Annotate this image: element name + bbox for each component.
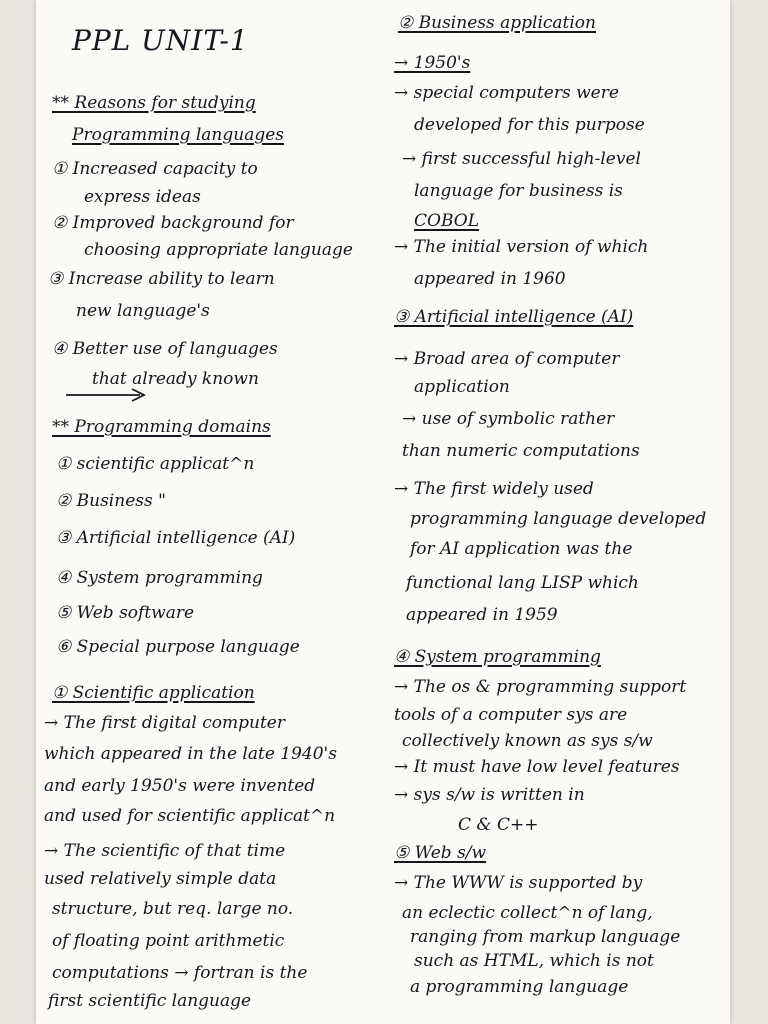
left-note-line: which appeared in the late 1940's <box>44 744 337 764</box>
right-note-line: COBOL <box>414 211 479 231</box>
left-note-line: and early 1950's were invented <box>44 776 316 796</box>
left-note-line: of floating point arithmetic <box>52 931 285 951</box>
left-note-line: ④ System programming <box>56 568 263 588</box>
right-note-line: → first successful high-level <box>402 149 641 169</box>
right-note-line: → use of symbolic rather <box>402 409 615 429</box>
right-note-line: → It must have low level features <box>394 757 680 777</box>
right-note-line: collectively known as sys s/w <box>402 731 653 751</box>
right-note-line: ④ System programming <box>394 647 601 667</box>
right-note-line: language for business is <box>414 181 623 201</box>
left-note-line: → The first digital computer <box>44 713 285 733</box>
left-note-line: structure, but req. large no. <box>52 899 294 919</box>
left-note-line: ① Scientific application <box>52 683 255 703</box>
left-note-line: ② Business " <box>56 491 166 511</box>
right-note-line: ② Business application <box>398 13 596 33</box>
right-note-line: → special computers were <box>394 83 619 103</box>
left-note-line: ① Increased capacity to <box>52 159 258 179</box>
right-note-line: → Broad area of computer <box>394 349 620 369</box>
right-note-line: → The first widely used <box>394 479 594 499</box>
left-note-line: ① scientific applicat^n <box>56 454 255 474</box>
right-note-line: → The os & programming support <box>394 677 687 697</box>
arrow-icon <box>64 388 148 402</box>
left-column <box>44 0 394 1024</box>
right-note-line: → The initial version of which <box>394 237 649 257</box>
left-note-line: computations → fortran is the <box>52 963 308 983</box>
left-note-line: express ideas <box>84 187 201 207</box>
left-note-line: PPL UNIT-1 <box>72 24 249 57</box>
left-note-line: used relatively simple data <box>44 869 277 889</box>
left-note-line: ⑥ Special purpose language <box>56 637 300 657</box>
right-note-line: → 1950's <box>394 53 471 73</box>
left-note-line: ** Reasons for studying <box>52 93 256 113</box>
left-note-line: ⑤ Web software <box>56 603 195 623</box>
right-note-line: → sys s/w is written in <box>394 785 585 805</box>
right-note-line: ③ Artificial intelligence (AI) <box>394 307 634 327</box>
left-note-line: new language's <box>76 301 210 321</box>
right-note-line: functional lang LISP which <box>406 573 639 593</box>
right-note-line: such as HTML, which is not <box>414 951 654 971</box>
right-note-line: programming language developed <box>410 509 707 529</box>
left-note-line: ④ Better use of languages <box>52 339 278 359</box>
left-note-line: ② Improved background for <box>52 213 294 233</box>
left-note-line: choosing appropriate language <box>84 240 353 260</box>
right-note-line: C & C++ <box>458 815 539 835</box>
left-note-line: first scientific language <box>48 991 252 1011</box>
right-note-line: ⑤ Web s/w <box>394 843 487 863</box>
right-note-line: → The WWW is supported by <box>394 873 643 893</box>
left-note-line: that already known <box>92 369 259 389</box>
right-note-line: application <box>414 377 510 397</box>
left-note-line: ③ Artificial intelligence (AI) <box>56 528 296 548</box>
right-note-line: a programming language <box>410 977 629 997</box>
right-note-line: for AI application was the <box>410 539 633 559</box>
left-note-line: and used for scientific applicat^n <box>44 806 336 826</box>
notebook-page <box>36 0 730 1024</box>
left-note-line: ③ Increase ability to learn <box>48 269 275 289</box>
right-note-line: appeared in 1960 <box>414 269 566 289</box>
right-note-line: ranging from markup language <box>410 927 681 947</box>
right-column <box>394 0 730 1024</box>
right-note-line: appeared in 1959 <box>406 605 558 625</box>
right-note-line: developed for this purpose <box>414 115 645 135</box>
right-note-line: an eclectic collect^n of lang, <box>402 903 653 923</box>
right-note-line: than numeric computations <box>402 441 640 461</box>
left-note-line: Programming languages <box>72 125 285 145</box>
left-note-line: ** Programming domains <box>52 417 271 437</box>
right-note-line: tools of a computer sys are <box>394 705 628 725</box>
left-note-line: → The scientific of that time <box>44 841 286 861</box>
